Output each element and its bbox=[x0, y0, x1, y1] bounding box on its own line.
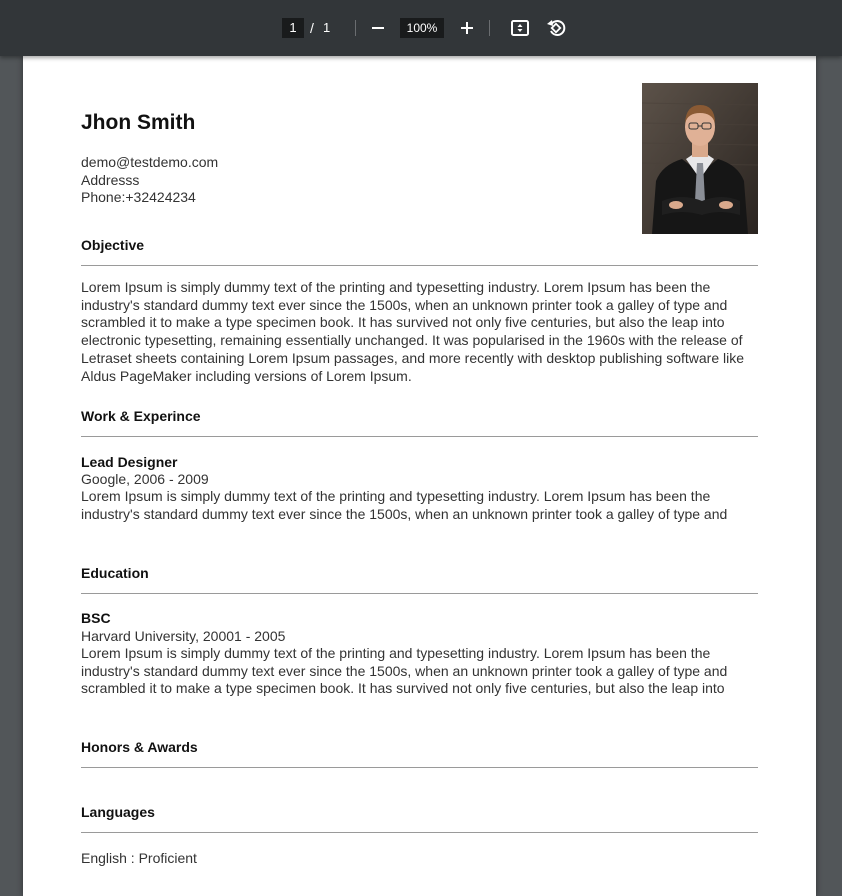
resume-name: Jhon Smith bbox=[81, 111, 196, 134]
section-divider bbox=[81, 767, 758, 768]
minus-icon bbox=[366, 16, 390, 40]
section-divider bbox=[81, 265, 758, 266]
section-divider bbox=[81, 832, 758, 833]
toolbar-divider bbox=[489, 20, 490, 36]
section-title-work: Work & Experince bbox=[81, 408, 201, 424]
rotate-button[interactable] bbox=[544, 16, 568, 40]
contact-phone: Phone:+32424234 bbox=[81, 189, 196, 206]
plus-icon bbox=[455, 16, 479, 40]
person-portrait-image bbox=[642, 83, 758, 234]
objective-text: Lorem Ipsum is simply dummy text of the printing and typesetting industry. Lorem Ipsum has been the industry's standard dummy text ever since the 1500s, when an unknown printer took a galley of type and scrambled it to make a type specimen book. It has survived not only five centuries, but also the leap into electronic typesetting, remaining essentially unchanged. It was popularised in the 1960s with the release of Letraset sheets containing Lorem Ipsum passages, and more recently with desktop publishing software like Aldus PageMaker including versions of Lorem Ipsum. bbox=[81, 279, 745, 384]
section-title-objective: Objective bbox=[81, 237, 145, 253]
education-description: Lorem Ipsum is simply dummy text of the printing and typesetting industry. Lorem Ipsum has been the industry's standard dummy text ever since the 1500s, when an unknown printer took a galley of type and scrambled it to make a type specimen book. It has survived not only five centuries, but also the leap into bbox=[81, 645, 728, 697]
fit-to-page-button[interactable] bbox=[508, 16, 532, 40]
zoom-in-button[interactable] bbox=[455, 16, 479, 40]
toolbar-divider bbox=[355, 20, 356, 36]
page-separator: / bbox=[310, 20, 314, 36]
zoom-level-input[interactable]: 100% bbox=[400, 18, 444, 38]
page-number-input[interactable]: 1 bbox=[282, 18, 304, 38]
pdf-page bbox=[23, 56, 816, 896]
profile-photo bbox=[642, 83, 758, 234]
section-divider bbox=[81, 436, 758, 437]
contact-info bbox=[81, 154, 218, 207]
section-title-honors: Honors & Awards bbox=[81, 739, 198, 755]
work-description: Lorem Ipsum is simply dummy text of the printing and typesetting industry. Lorem Ipsum has been the industry's standard dummy text ever since the 1500s, when an unknown printer took a galley of type and bbox=[81, 488, 728, 522]
work-company-years: Google, 2006 - 2009 bbox=[81, 471, 209, 487]
fit-page-icon bbox=[508, 16, 532, 40]
pdf-toolbar bbox=[0, 0, 842, 56]
language-entry: English : Proficient bbox=[81, 850, 197, 866]
section-title-languages: Languages bbox=[81, 804, 155, 820]
contact-email: demo@testdemo.com bbox=[81, 154, 219, 170]
section-title-education: Education bbox=[81, 565, 149, 581]
education-degree: BSC bbox=[81, 610, 111, 626]
section-divider bbox=[81, 593, 758, 594]
total-pages: 1 bbox=[323, 20, 331, 35]
work-role: Lead Designer bbox=[81, 454, 178, 470]
rotate-icon bbox=[544, 16, 568, 40]
education-school-years: Harvard University, 20001 - 2005 bbox=[81, 628, 286, 644]
zoom-out-button[interactable] bbox=[366, 16, 390, 40]
contact-address: Addresss bbox=[81, 171, 140, 188]
